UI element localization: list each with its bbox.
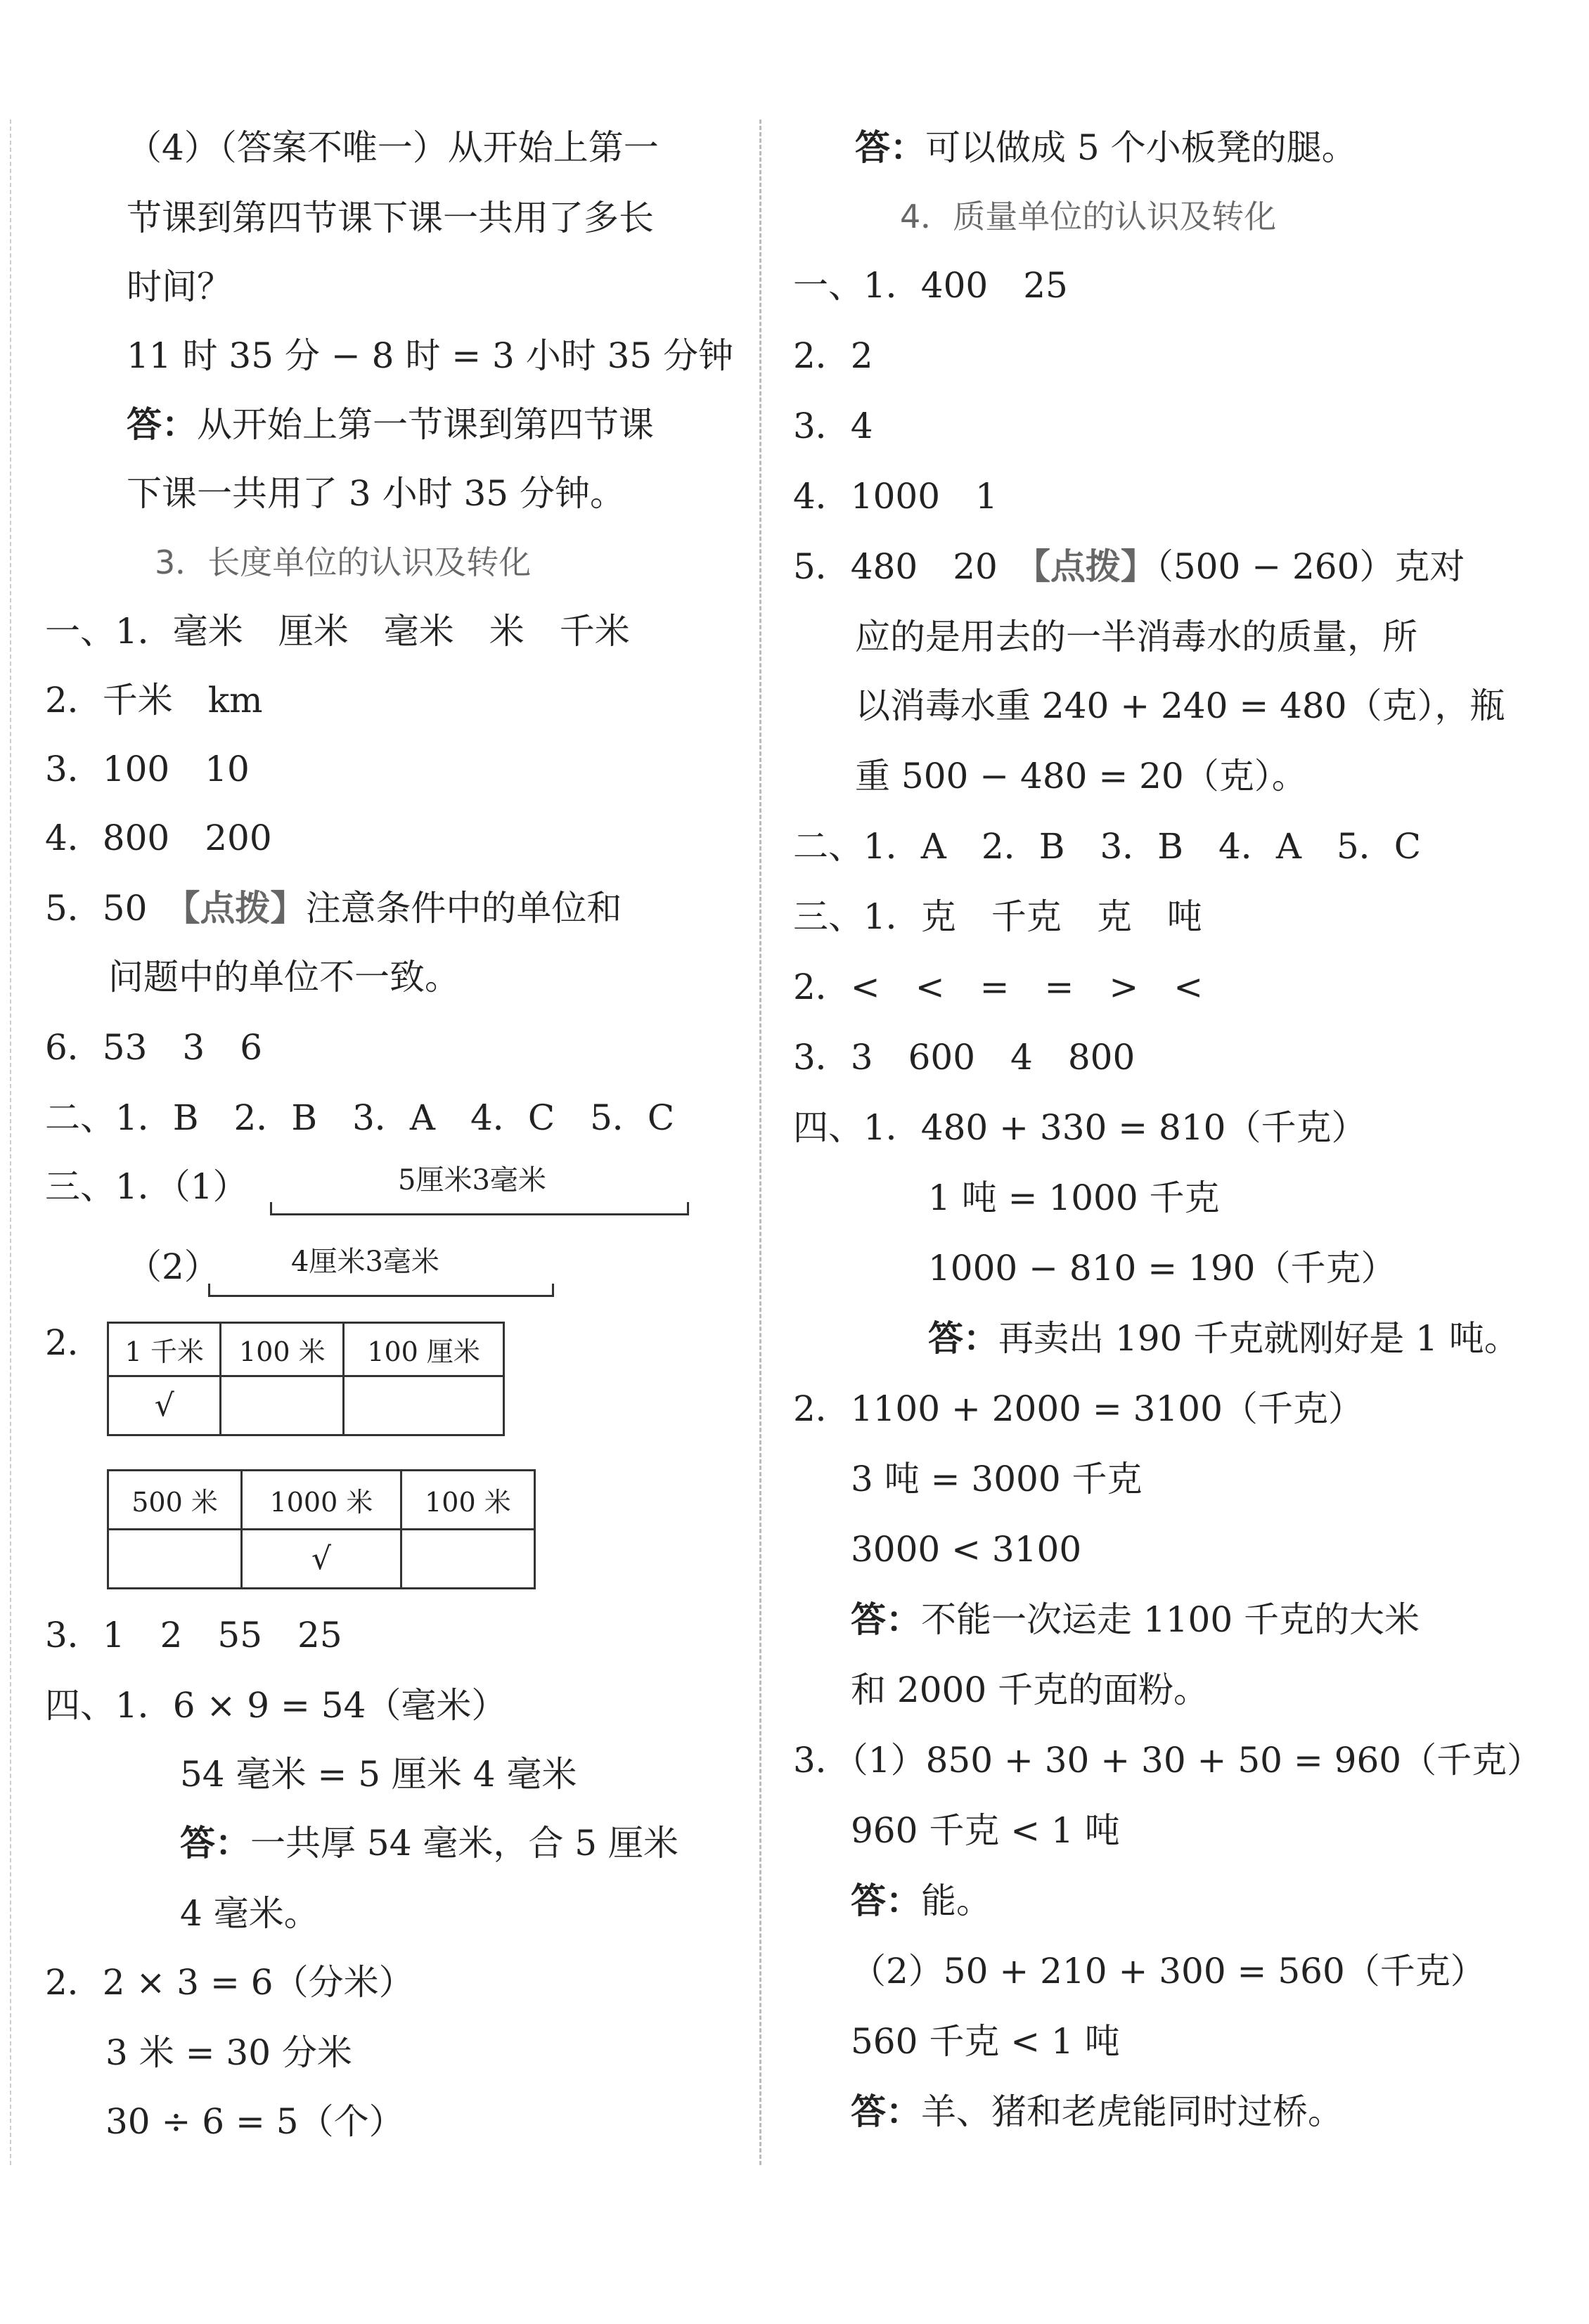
answer-label: 答： [851,2091,921,2132]
bracket-2 [208,1284,554,1297]
r-part3-line-2: 2．< < = = > < [793,967,1204,1007]
table1-cell-3 [344,1376,504,1435]
q4-answer-2: 下课一共用了 3 小时 35 分钟。 [127,473,626,514]
r-part4-line-3: 1000 − 810 = 190（千克） [928,1248,1396,1289]
r-part4-q3-line-4: 560 千克 < 1 吨 [851,2021,1120,2062]
left-margin-line [10,120,11,2165]
part1-line-6: 6．53 3 6 [45,1027,263,1068]
part4-answer-text: 一共厚 54 毫米，合 5 厘米 [250,1823,679,1864]
r-part2-line: 二、1．A 2．B 3．B 4．A 5．C [793,826,1422,867]
table2-cell-1 [108,1530,242,1589]
r-part4-line-2: 1 吨 = 1000 千克 [928,1177,1220,1218]
part2-line: 二、1．B 2．B 3．A 4．C 5．C [45,1097,675,1138]
r-part4-q2-line-3: 3000 < 3100 [851,1529,1082,1570]
r-part1-line-5b: 应的是用去的一半消毒水的质量，所 [855,616,1417,657]
part3-line-3: 3．1 2 55 25 [45,1615,342,1655]
r-part1-line-4: 4．1000 1 [793,476,998,517]
r-part4-answer-text: 再卖出 190 千克就刚好是 1 吨。 [998,1318,1519,1359]
table2-header-1: 500 米 [108,1471,242,1530]
r-part4-q3-answer-2 [851,2091,1343,2133]
answer-label: 答： [180,1823,250,1864]
r-part1-line-2: 2．2 [793,335,873,376]
r-part4-q3-line-2: 960 千克 < 1 吨 [851,1810,1120,1851]
r-part4-q2-line-1: 2．1100 + 2000 = 3100（千克） [793,1388,1363,1429]
part4-q2-line-3: 30 ÷ 6 = 5（个） [105,2101,404,2142]
bracket-1 [270,1202,689,1215]
r-part4-q3-answer-1-text: 能。 [921,1880,991,1921]
answer-label: 答： [127,404,197,445]
r-part1-line-5 [793,546,1465,588]
table2-header-2: 1000 米 [242,1471,401,1530]
part4-line-1: 四、1．6 × 9 = 54（毫米） [45,1685,507,1726]
r-part4-answer [928,1317,1519,1360]
r-part4-q2-line-2: 3 吨 = 3000 千克 [851,1459,1143,1499]
part1-line-4: 4．800 200 [45,818,272,858]
r-part1-q5-hint-text: （500 − 260）克对 [1155,546,1465,587]
q4-calc: 11 时 35 分 − 8 时 = 3 小时 35 分钟 [127,335,734,376]
column-divider [759,120,761,2165]
hint-tag: 【点拨】 [1032,546,1156,587]
part1-q5-hint-text: 注意条件中的单位和 [305,888,622,929]
table2-header-3: 100 米 [401,1471,534,1530]
answer-table-2 [107,1469,536,1589]
r-part1-line-5d: 重 500 − 480 = 20（克）。 [855,756,1307,796]
table1-header-3: 100 厘米 [344,1323,504,1376]
top-answer-text: 可以做成 5 个小板凳的腿。 [925,127,1357,168]
table2-cell-2: √ [242,1530,401,1589]
r-part3-line-1: 三、1．克 千克 克 吨 [793,896,1202,937]
r-part1-line-5c: 以消毒水重 240 + 240 = 480（克），瓶 [855,685,1505,726]
top-answer [855,127,1357,169]
r-part4-q3-line-1: 3．（1）850 + 30 + 30 + 50 = 960（千克） [793,1740,1543,1781]
table1-cell-2 [221,1376,344,1435]
r-part4-q3-line-3: （2）50 + 210 + 300 = 560（千克） [851,1951,1486,1991]
table1-header-2: 100 米 [221,1323,344,1376]
hint-tag: 【点拨】 [182,888,306,929]
part1-line-3: 3．100 10 [45,749,250,789]
table2-cell-3 [401,1530,534,1589]
answer-label: 答： [851,1599,921,1640]
answer-table-1 [107,1322,505,1436]
part1-line-1: 一、1．毫米 厘米 毫米 米 千米 [45,611,630,652]
r-part1-line-1: 一、1．400 25 [793,265,1068,306]
r-part1-q5-answer: 5．480 20 [793,546,1033,587]
part4-answer-2: 4 毫米。 [180,1893,319,1934]
answer-label: 答： [851,1880,921,1921]
r-part1-line-3: 3．4 [793,406,873,446]
part1-q5-answer: 5．50 [45,888,183,929]
r-part4-q3-answer-1 [851,1880,991,1922]
table1-header-1: 1 千米 [108,1323,221,1376]
section-4-title: 4．质量单位的认识及转化 [900,198,1277,235]
part1-line-2: 2．千米 km [45,680,263,721]
r-part4-q2-answer-1 [851,1599,1420,1641]
q4-line-2: 节课到第四节课下课一共用了多长 [127,198,654,238]
section-3-title: 3．长度单位的认识及转化 [155,543,532,581]
q4-line-3: 时间？ [127,266,232,307]
part4-q2-line-2: 3 米 = 30 分米 [105,2032,352,2073]
q4-answer-text: 从开始上第一节课到第四节课 [197,404,654,445]
r-part4-q2-answer-2: 和 2000 千克的面粉。 [851,1670,1209,1710]
part3-line-1: 三、1．（1） [45,1166,248,1207]
r-part4-line-1: 四、1．480 + 330 = 810（千克） [793,1107,1367,1148]
r-part4-q3-answer-2-text: 羊、猪和老虎能同时过桥。 [921,2091,1343,2132]
part3-q2: 2． [45,1322,103,1363]
part4-answer-1 [180,1822,678,1864]
r-part4-q2-answer-text: 不能一次运走 1100 千克的大米 [921,1599,1420,1640]
part4-q2-line-1: 2．2 × 3 = 6（分米） [45,1962,414,2003]
table1-cell-1: √ [108,1376,221,1435]
part1-line-5 [45,887,622,929]
part3-line-2: （2） [127,1246,219,1287]
answer-label: 答： [928,1318,998,1359]
answer-label: 答： [855,127,925,168]
bracket-1-label: 5厘米3毫米 [398,1164,546,1196]
q4-line-1: （4）（答案不唯一）从开始上第一 [127,127,659,168]
r-part3-line-3: 3．3 600 4 800 [793,1037,1136,1078]
part1-line-5b: 问题中的单位不一致。 [108,957,460,998]
bracket-2-label: 4厘米3毫米 [291,1246,439,1278]
part4-line-2: 54 毫米 = 5 厘米 4 毫米 [180,1754,577,1795]
q4-answer-1 [127,404,654,446]
